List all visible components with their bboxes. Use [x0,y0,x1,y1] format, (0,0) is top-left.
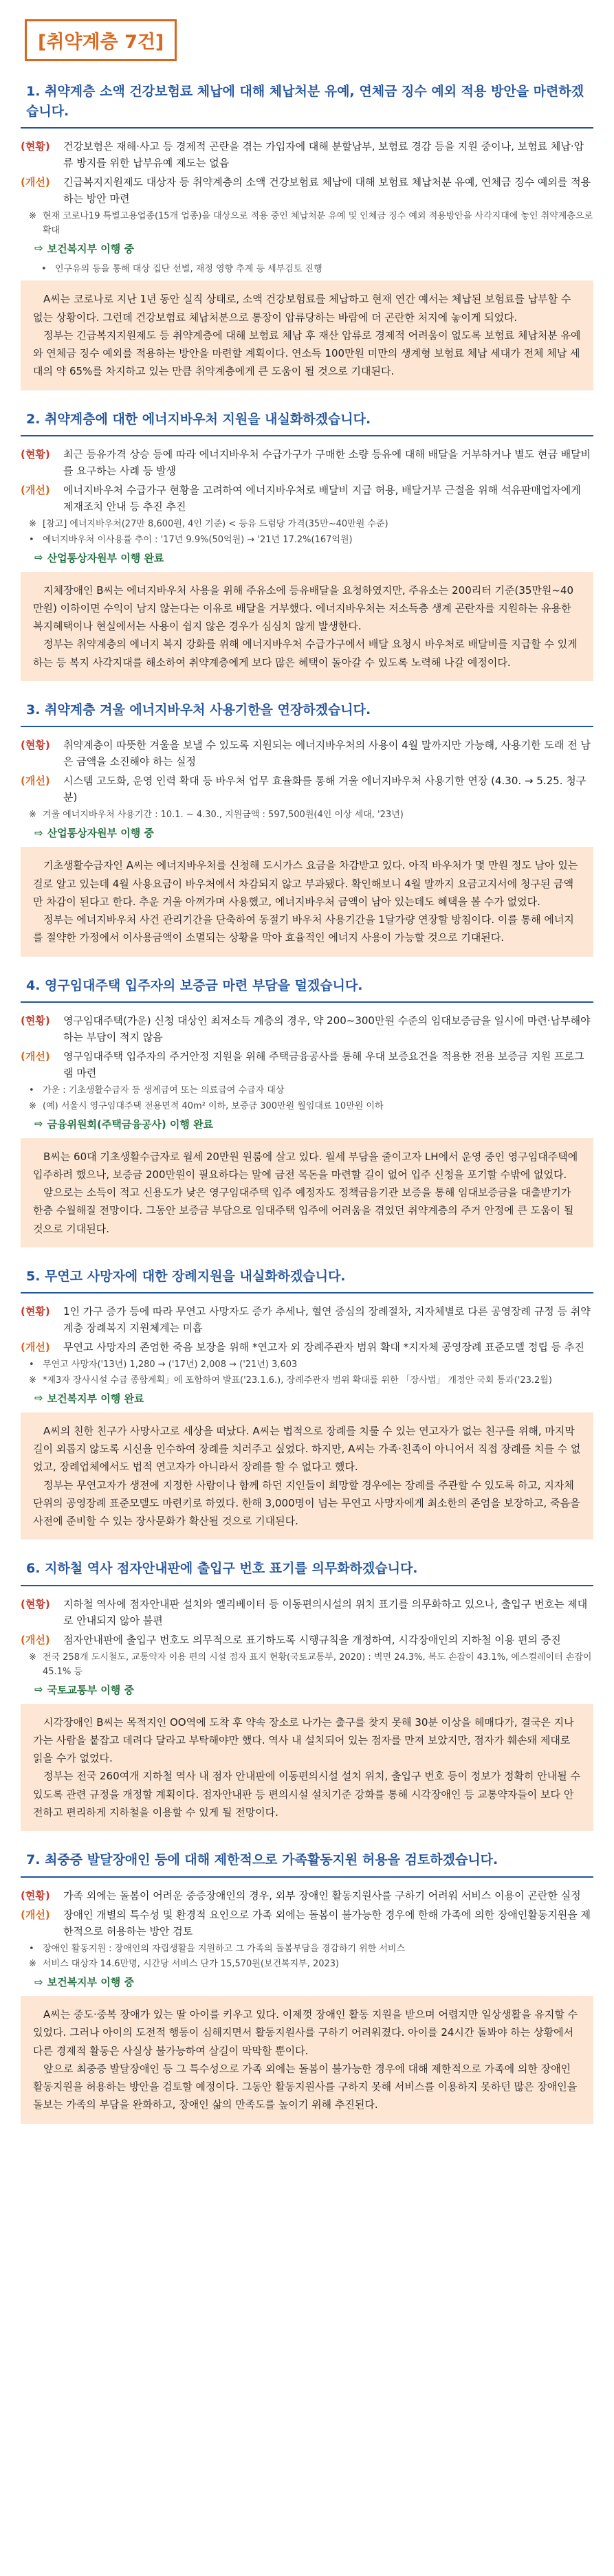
ministry-note [41,263,593,277]
current-text: 가족 외에는 돌봄이 어려운 중증장애인의 경우, 외부 장애인 활동지원사를 구하기 어려워 서비스 이용이 곤란한 실정 [63,1889,581,1902]
ministry-status [34,825,593,840]
current-tag: (현황) [21,1305,50,1318]
story-paragraph: 기초생활수급자인 A씨는 에너지바우처를 신청해 도시가스 요금을 차감받고 있다. 아직 바우처가 몇 만원 정도 남아 있는 걸로 알고 있는데 4월 사용요금이 바우처에서 차감되지 않고 부과됐다. 확인해보니 4월 말까지 요금고지서에 청구된 금액만 차감이 된다고 한다. 추운 겨울 아껴가며 사용했고, 에너지바우처 금액이 남아 있는데도 혜택을 볼 수가 없었다. [33,859,578,908]
section-7 [21,1850,593,2124]
ministry-label: 보건복지부 이행 완료 [47,1392,144,1405]
current-status-row [21,137,593,173]
improvement-row [21,1630,593,1650]
current-status-row [21,1302,593,1337]
current-status-row [21,445,593,480]
improve-text: 긴급복지지원제도 대상자 등 취약계층의 소액 건강보험료 체납에 대해 보험료 체납처분 유예, 연체금 징수 예외를 적용하는 방안 마련 [63,176,591,205]
improvement-row [21,1047,593,1082]
current-tag: (현황) [21,1597,50,1610]
improve-tag: (개선) [21,1633,50,1646]
ministry-status [34,1975,593,1989]
story-paragraph: 정부는 긴급복지지원제도 등 취약계층에 대해 보험료 체납 후 재산 압류로 경제적 어려움이 없도록 보험료 체납처분 유예와 연체금 징수 예외를 적용하는 방안을 마련할 계획이다. 연소득 100만원 미만의 생계형 보험료 체납 세대가 전체 체납 세대의 약 65%를 차지하고 있는 만큼 취약계층에게 큰 도움이 될 것으로 기대된다. [33,329,581,378]
note-text: 전국 258개 도시철도, 교통약자 이용 편의 시설 점자 표지 현황(국토교통부, 2020) : 벽면 24.3%, 복도 손잡이 43.1%, 에스컬레이터 손잡이 45.1% 등 [43,1652,592,1677]
current-status-row [21,1595,593,1630]
note-item [29,1957,593,1972]
improvement-row [21,1337,593,1357]
section-1 [21,82,593,390]
ministry-label: 보건복지부 이행 중 [47,1976,134,1989]
sections-container [21,82,593,2124]
note-marker: ※ [29,1959,36,1970]
improve-tag: (개선) [21,775,50,788]
current-text: 영구임대주택(가운) 신청 대상인 최저소득 계층의 경우, 약 200~300만원 수준의 임대보증금을 일시에 마련·납부해야 하는 부담이 적지 않음 [63,1014,591,1044]
note-text: 겨울 에너지바우처 사용기간 : 10.1. ~ 4.30., 지원금액 : 597,500원(4인 이상 세대, '23년) [43,810,404,821]
example-story-box [21,1704,593,1832]
note-item [29,808,593,823]
section-heading: 7. 최중증 발달장애인 등에 대해 제한적으로 가족활동지원 허용을 검토하겠습니다. [26,1852,498,1868]
improvement-row [21,480,593,516]
arrow-right-icon: ⇨ [34,242,43,255]
note-item [29,1358,593,1373]
improve-text: 에너지바우처 수급가구 현황을 고려하여 에너지바우처로 배달비 지급 허용, 배달거부 근절을 위해 석유판매업자에게 제재조치 안내 등 추진 추진 [63,484,581,513]
note-marker: • [29,534,34,545]
current-tag: (현황) [21,140,50,153]
story-paragraph: 정부는 에너지바우처 사건 관리기간을 단축하여 동절기 바우처 사용기간을 1달가량 연장할 방침이다. 이를 통해 에너지를 절약한 가정에서 이사용금액이 소멸되는 상황을 막아 효율적인 에너지 사용이 가능할 것으로 기대된다. [33,913,574,944]
section-heading-box [21,700,593,728]
improve-tag: (개선) [21,1341,50,1354]
example-story-box [21,1412,593,1540]
note-text: 장애인 활동지원 : 장애인의 자립생활을 지원하고 그 가족의 돌봄부담을 경감하기 위한 서비스 [43,1943,406,1954]
current-text: 1인 가구 증가 등에 따라 무연고 사망자도 증가 추세나, 혈연 중심의 장례절차, 지자체별로 다른 공영장례 규정 등 취약계층 장례복지 지원체계는 미흡 [63,1305,591,1335]
section-6 [21,1559,593,1831]
current-tag: (현황) [21,739,50,752]
story-paragraph: A씨의 친한 친구가 사망사고로 세상을 떠났다. A씨는 법적으로 장례를 치룰 수 있는 연고자가 없는 친구를 위해, 마지막 길이 외롭지 않도록 시신을 인수하여 장례를 치러주고 싶었다. 하지만, A씨는 가족·친족이 아니어서 직접 장례를 치를 수 없었고, 장례업체에서도 법적 연고자가 아니라서 장례를 할 수 없다고 했다. [33,1424,581,1474]
section-heading: 6. 지하철 역사 점자안내판에 출입구 번호 표기를 의무화하겠습니다. [26,1561,418,1577]
section-heading: 2. 취약계층에 대한 에너지바우처 지원을 내실화하겠습니다. [26,411,371,427]
current-text: 취약계층이 따뜻한 겨울을 보낼 수 있도록 지원되는 에너지바우처의 사용이 4월 말까지만 가능해, 사용기한 도래 전 남은 금액을 소진해야 하는 실정 [63,739,591,768]
note-item [29,533,593,548]
improve-text: 장애인 개별의 특수성 및 환경적 요인으로 가족 외에는 돌봄이 불가능한 경우에 한해 가족에 의한 장애인활동지원을 제한적으로 허용하는 방안 검토 [63,1908,591,1937]
note-item [29,518,593,532]
section-heading-box [21,976,593,1003]
note-item [29,1100,593,1114]
note-marker: ※ [29,1652,36,1663]
example-story-box [21,280,593,390]
improve-text: 영구임대주택 입주자의 주거안정 지원을 위해 주택금융공사를 통해 우대 보증요건을 적용한 전용 보증금 지원 프로그램 마련 [63,1050,584,1080]
current-text: 건강보험은 재해·사고 등 경제적 곤란을 겪는 가입자에 대해 분할납부, 보험료 경감 등을 지원 중이나, 보험료 체납·압류 방지를 위한 납부유예 제도는 없음 [63,140,584,169]
improve-tag: (개선) [21,176,50,188]
page-title-box [25,19,177,61]
ministry-status [34,1117,593,1131]
note-marker: ※ [29,1375,36,1386]
improve-tag: (개선) [21,1050,50,1063]
note-text: [참고] 에너지바우처(27만 8,600원, 4인 기준) < 등유 드럼당 가격(35만~40만원 수준) [43,519,388,530]
section-heading-box [21,410,593,437]
current-status-row [21,735,593,771]
note-marker: • [41,263,47,274]
arrow-right-icon: ⇨ [34,1392,43,1405]
section-heading: 1. 취약계층 소액 건강보험료 체납에 대해 체납처분 유예, 연체금 징수 예외 적용 방안을 마련하겠습니다. [26,84,584,119]
note-text: 인구유의 등을 통해 대상 집단 선별, 재정 영향 추계 등 세부검토 진행 [55,263,322,274]
current-text: 최근 등유가격 상승 등에 따라 에너지바우처 수급가구가 구매한 소량 등유에 대해 배달을 거부하거나 별도 현금 배달비를 요구하는 사례 등 발생 [63,448,591,478]
section-heading: 3. 취약계층 겨울 에너지바우처 사용기한을 연장하겠습니다. [26,702,371,718]
note-text: (예) 서울시 영구임대주택 전용면적 40m² 이하, 보증금 300만원 월임대료 10만원 이하 [43,1100,384,1111]
note-item [29,210,593,238]
arrow-right-icon: ⇨ [34,551,43,564]
story-paragraph: A씨는 코로나로 지난 1년 동안 실직 상태로, 소액 건강보험료를 체납하고 현재 연간 예서는 체납된 보험료를 납부할 수 없는 상황이다. 그런데 건강보험료 체납처분으로 통장이 압류당하는 바람에 더 곤란한 처지에 놓이게 되었다. [33,293,571,324]
current-tag: (현황) [21,448,50,461]
story-paragraph: 앞으로 최중증 발달장애인 등 그 특수성으로 가족 외에는 돌봄이 불가능한 경우에 대해 제한적으로 가족에 의한 장애인 활동지원을 허용하는 방안을 검토할 예정이다. 그동안 활동지원사를 구하지 못해 서비스를 이용하지 못하던 많은 장애인을 돌보는 가족의 부담을 완화하고, 장애인 삶의 만족도를 높이기 위해 추진된다. [33,2062,578,2111]
current-status-row [21,1886,593,1905]
improve-text: 시스템 고도화, 운영 인력 확대 등 바우처 업무 효율화를 통해 겨울 에너지바우처 사용기한 연장 (4.30. → 5.25. 청구분) [63,775,586,804]
ministry-label: 금융위원회(주택금융공사) 이행 완료 [47,1118,214,1131]
example-story-box [21,572,593,681]
story-paragraph: 정부는 취약계층의 에너지 복지 강화를 위해 에너지바우처 수급가구에서 배달 요청시 바우처로 배달비를 지급할 수 있게 하는 등 복지 사각지대를 해소하여 취약계층에게 보다 많은 혜택이 돌아갈 수 있도록 노력해 나갈 예정이다. [33,638,578,669]
improvement-row [21,1905,593,1941]
note-marker: • [29,1943,34,1954]
note-marker: ※ [29,810,36,821]
current-tag: (현황) [21,1889,50,1902]
arrow-right-icon: ⇨ [34,1975,43,1988]
note-text: 무연고 사망자('13년) 1,280 → ('17년) 2,008 → ('21년) 3,603 [43,1359,298,1370]
page-title: [취약계층 7건] [38,32,164,53]
improve-tag: (개선) [21,484,50,497]
section-heading: 5. 무연고 사망자에 대한 장례지원을 내실화하겠습니다. [26,1268,346,1284]
arrow-right-icon: ⇨ [34,826,43,839]
section-5 [21,1267,593,1540]
example-story-box [21,1138,593,1247]
story-paragraph: B씨는 60대 기초생활수급자로 월세 20만원 원룸에 살고 있다. 월세 부담을 줄이고자 LH에서 운영 중인 영구임대주택에 입주하려 했으나, 보증금 200만원이 필요하다는 말에 금전 목돈을 마련할 길이 없어 입주 신청을 포기할 수밖에 없었다. [33,1150,578,1181]
note-item [29,1374,593,1388]
story-paragraph: A씨는 중도·중복 장애가 있는 딸 아이를 키우고 있다. 이제껏 장애인 활동 지원을 받으며 어렵지만 일상생활을 유지할 수 있었다. 그러나 아이의 도전적 행동이 심해지면서 활동지원사를 구하기 어려워졌다. 아이를 24시간 돌봐야 하는 상황에서 다른 경제적 활동은 사실상 불가능하여 살길이 막막할 뿐이다. [33,2008,578,2057]
improve-tag: (개선) [21,1908,50,1921]
story-paragraph: 정부는 전국 260여개 지하철 역사 내 점자 안내판에 이동편의시설 설치 위치, 출입구 번호 등이 정보가 정확히 안내될 수 있도록 관련 규정을 개정할 계획이다. 점자안내판 등 편의시설 설치기준 강화를 통해 시각장애인 등 교통약자들이 보다 안전하고 편리하게 지하철을 이용할 수 있게 될 전망이다. [33,1770,581,1819]
current-text: 지하철 역사에 점자안내판 설치와 엘리베이터 등 이동편의시설의 위치 표기를 의무화하고 있으나, 출입구 번호는 제대로 안내되지 않아 불편 [63,1597,588,1627]
example-story-box [21,847,593,956]
story-paragraph: 정부는 무연고자가 생전에 지정한 사람이나 함께 하던 지인들이 희망할 경우에는 장례를 주관할 수 있도록 하고, 지자체 단위의 공영장례 표준모델도 마련키로 하였다. 한해 3,000명이 넘는 무연고 사망자에게 최소한의 존엄을 보장하고, 죽음을 사전에 준비할 수 있는 장사문화가 확산될 것으로 기대된다. [33,1478,580,1528]
note-text: *제3자 장사시설 수급 종합계획」에 포함하여 발표('23.1.6.), 장례주관자 범위 확대를 위한 「장사법」 개정안 국회 통과('23.2월) [43,1375,552,1386]
ministry-label: 산업통상자원부 이행 완료 [47,551,164,564]
ministry-label: 보건복지부 이행 중 [47,242,134,255]
improvement-row [21,771,593,807]
section-3 [21,700,593,957]
note-marker: • [29,1359,34,1370]
ministry-status [34,1683,593,1697]
note-marker: • [29,1085,34,1096]
arrow-right-icon: ⇨ [34,1118,43,1131]
note-item [29,1084,593,1098]
section-heading-box [21,1850,593,1878]
example-story-box [21,1996,593,2124]
section-heading: 4. 영구임대주택 입주자의 보증금 마련 부담을 덜겠습니다. [26,977,363,993]
note-item [29,1651,593,1680]
ministry-label: 산업통상자원부 이행 중 [47,827,154,840]
story-paragraph: 지체장애인 B씨는 에너지바우처 사용을 위해 주유소에 등유배달을 요청하였지만, 주유소는 200리터 기준(35만원~40만원) 이하이면 수익이 남지 않는다는 이유로 배달을 거부했다. 에너지바우처는 저소득층 생계 곤란자를 지원하는 유용한 복지혜택이나 현실에서는 사용이 쉽지 않은 경우가 심심치 않게 발생한다. [33,584,574,633]
ministry-status [34,1391,593,1406]
note-item [29,1942,593,1957]
improve-text: 점자안내판에 출입구 번호도 의무적으로 표기하도록 시행규칙을 개정하여, 시각장애인의 지하철 이용 편의 증진 [63,1633,561,1646]
improve-text: 무연고 사망자의 존엄한 죽음 보장을 위해 *연고자 외 장례주관자 범위 확대 *지자체 공영장례 표준모델 정립 등 추진 [63,1341,584,1354]
story-paragraph: 앞으로는 소득이 적고 신용도가 낮은 영구임대주택 입주 예정자도 정책금융기관 보증을 통해 임대보증금을 대출받기가 한층 수월해질 전망이다. 그동안 보증금 부담으로 임대주택 입주에 어려움을 겪었던 취약계층의 주거 안정에 큰 도움이 될 것으로 기대된다. [33,1186,574,1235]
note-text: 서비스 대상자 14.6만명, 시간당 서비스 단가 15,570원(보건복지부, 2023) [43,1959,340,1970]
section-heading-box [21,1559,593,1586]
current-status-row [21,1011,593,1047]
note-marker: ※ [29,1100,36,1111]
improvement-row [21,173,593,208]
ministry-label: 국토교통부 이행 중 [47,1683,134,1696]
story-paragraph: 시각장애인 B씨는 목적지인 OO역에 도착 후 약속 장소로 나가는 출구를 찾지 못해 30분 이상을 헤매다가, 결국은 지나가는 사람을 붙잡고 데려다 달라고 부탁해야만 했다. 역사 내 설치되어 있는 점자를 만져 보았지만, 점자가 훼손돼 제대로 읽을 수가 없었다. [33,1716,574,1765]
note-text: 에너지바우처 이사용률 추이 : '17년 9.9%(50억원) → '21년 17.2%(167억원) [43,534,353,545]
current-tag: (현황) [21,1014,50,1028]
section-heading-box [21,82,593,129]
note-marker: ※ [29,211,36,221]
note-text: 현재 코로나19 특별고용업종(15개 업종)을 대상으로 적용 중인 체납처분 유예 및 인체금 징수 예외 적용방안을 사각지대에 놓인 취약계층으로 확대 [43,211,593,236]
note-marker: ※ [29,519,36,530]
section-4 [21,976,593,1247]
ministry-status [34,551,593,565]
ministry-status [34,241,593,256]
note-text: 가운 : 기초생활수급자 등 생계급여 또는 의료급여 수급자 대상 [43,1085,285,1096]
section-heading-box [21,1267,593,1294]
section-2 [21,410,593,681]
arrow-right-icon: ⇨ [34,1683,43,1696]
